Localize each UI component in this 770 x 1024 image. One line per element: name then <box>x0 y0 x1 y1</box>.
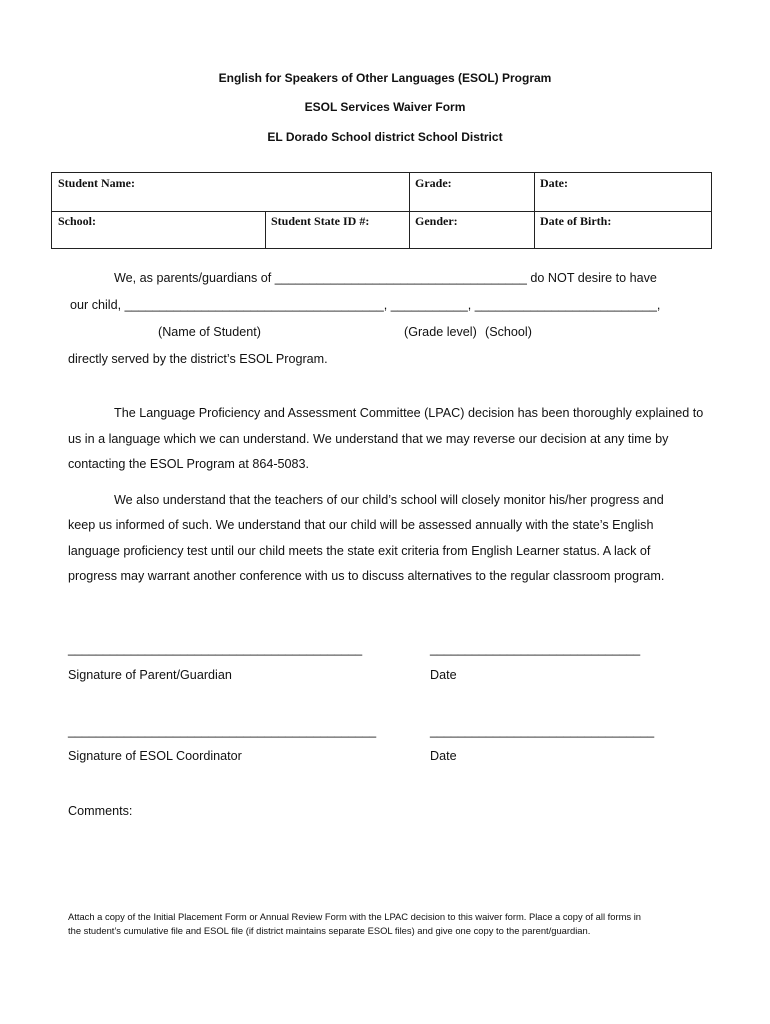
coordinator-signature-label: Signature of ESOL Coordinator <box>68 749 242 763</box>
monitor-paragraph-line: keep us informed of such. We understand that our child will be assessed annually with the state’s English <box>68 518 654 532</box>
waiver-line-2: our child, _____________________________________, ___________, __________________________, <box>70 298 661 312</box>
date-field[interactable] <box>534 173 711 211</box>
parent-date-label: Date <box>430 668 457 682</box>
date-label: Date: <box>540 176 568 190</box>
student-name-field[interactable] <box>52 173 409 211</box>
coordinator-signature-line[interactable]: ____________________________________________ <box>68 724 377 738</box>
lpac-paragraph-line: contacting the ESOL Program at 864-5083. <box>68 457 310 471</box>
caption-school: (School) <box>485 325 532 339</box>
waiver-line-3: directly served by the district’s ESOL Program. <box>68 352 328 366</box>
footer-note-line: Attach a copy of the Initial Placement Form or Annual Review Form with the LPAC decision to this waiver form. Place a copy of all forms in <box>68 911 641 922</box>
student-state-id-field[interactable] <box>265 211 409 248</box>
monitor-paragraph-line: We also understand that the teachers of our child’s school will closely monitor his/her progress and <box>114 493 664 507</box>
grade-label: Grade: <box>415 176 452 190</box>
form-title: ESOL Services Waiver Form <box>304 100 466 114</box>
program-title: English for Speakers of Other Languages (ESOL) Program <box>218 71 552 85</box>
monitor-paragraph-line: progress may warrant another conference with us to discuss alternatives to the regular classroom program. <box>68 569 665 583</box>
gender-field[interactable] <box>409 211 534 248</box>
monitor-paragraph-line: language proficiency test until our child meets the state exit criteria from English Learner status. A lack of <box>68 544 651 558</box>
parent-signature-line[interactable]: __________________________________________ <box>68 642 363 656</box>
student-name-label: Student Name: <box>58 176 135 190</box>
parent-date-line[interactable]: ______________________________ <box>430 642 641 656</box>
coordinator-date-line[interactable]: ________________________________ <box>430 724 655 738</box>
district-title: EL Dorado School district School District <box>267 130 503 144</box>
grade-field[interactable] <box>409 173 534 211</box>
footer-note-line: the student’s cumulative file and ESOL file (if district maintains separate ESOL files) and give one copy to the parent/guardian. <box>68 925 591 936</box>
student-info-table <box>51 172 712 249</box>
date-of-birth-field[interactable] <box>534 211 711 248</box>
lpac-paragraph-line: The Language Proficiency and Assessment Committee (LPAC) decision has been thoroughly explained to <box>114 406 704 420</box>
waiver-line-1: We, as parents/guardians of ____________________________________ do NOT desire to have <box>114 271 657 285</box>
school-field[interactable] <box>52 211 265 248</box>
gender-label: Gender: <box>415 214 458 228</box>
student-state-id-label: Student State ID #: <box>271 214 370 228</box>
caption-grade-level: (Grade level) <box>404 325 477 339</box>
comments-area[interactable] <box>68 824 708 900</box>
caption-name-of-student: (Name of Student) <box>158 325 261 339</box>
parent-signature-label: Signature of Parent/Guardian <box>68 668 232 682</box>
coordinator-date-label: Date <box>430 749 457 763</box>
lpac-paragraph-line: us in a language which we can understand. We understand that we may reverse our decision at any time by <box>68 432 669 446</box>
school-label: School: <box>58 214 97 228</box>
date-of-birth-label: Date of Birth: <box>540 214 612 228</box>
comments-label: Comments: <box>68 804 133 818</box>
